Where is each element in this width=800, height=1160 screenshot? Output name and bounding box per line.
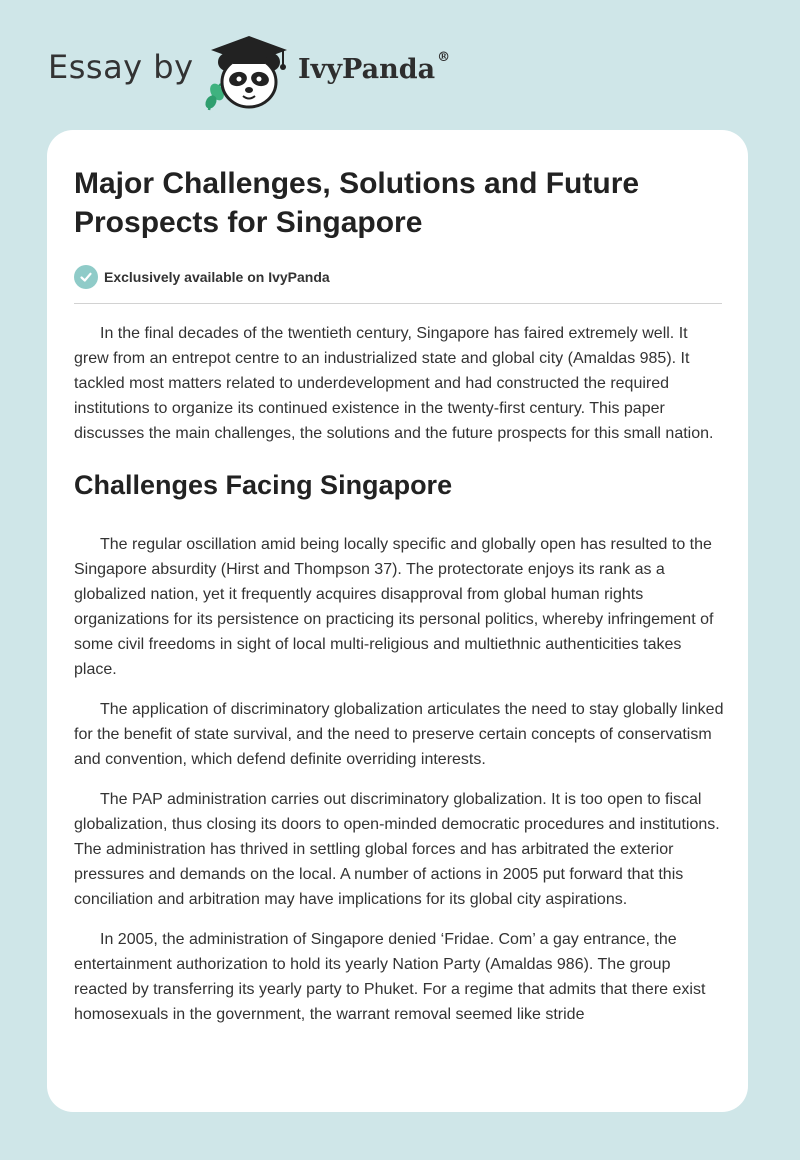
trademark-symbol: ® bbox=[437, 50, 451, 65]
paragraph: The application of discriminatory globalization articulates the need to stay globally linked for the benefit of state survival, and the need to preserve certain concepts of conservatism and convention, which defend definite overriding interests. bbox=[74, 701, 724, 768]
site-header bbox=[48, 30, 748, 110]
check-icon bbox=[74, 265, 98, 289]
brand-name: IvyPanda bbox=[298, 54, 436, 85]
paragraph: In the final decades of the twentieth century, Singapore has faired extremely well. It grew from an entrepot centre to an industrialized state and global city (Amaldas 985). It tackled most matters related to underdevelopment and had constructed the required institutions to organize its continued existence in the twenty-first century. This paper discusses the main challenges, the solutions and the future prospects for this small nation. bbox=[74, 325, 714, 442]
exclusive-label: Exclusively available on IvyPanda bbox=[104, 269, 330, 285]
paragraph: The regular oscillation amid being locally specific and globally open has resulted to the Singapore absurdity (Hirst and Thompson 37). The protectorate enjoys its rank as a globalized nation, yet it frequently acquires disapproval from global human rights organizations for its persistence on practicing its personal politics, whereby infringement of some civil freedoms in sight of local multi-religious and multiethnic authenticities takes place. bbox=[74, 536, 714, 678]
divider bbox=[74, 303, 722, 304]
panda-graduate-icon[interactable] bbox=[203, 32, 295, 112]
page-title: Major Challenges, Solutions and Future Prospects for Singapore bbox=[74, 167, 640, 239]
section-heading: Challenges Facing Singapore bbox=[74, 470, 453, 500]
exclusive-badge bbox=[74, 264, 330, 290]
essay-by-label: Essay by bbox=[48, 48, 194, 86]
essay-card bbox=[47, 130, 748, 1112]
essay-body bbox=[74, 321, 724, 1042]
paragraph: The PAP administration carries out discriminatory globalization. It is too open to fiscal globalization, thus closing its doors to open-minded democratic procedures and institutions. The administration has thrived in settling global forces and has arbitrated the exterior pressures and demands on the local. A number of actions in 2005 put forward that this conciliation and arbitration may have implications for its global city aspirations. bbox=[74, 791, 720, 908]
brand-logo-text[interactable] bbox=[298, 50, 451, 85]
paragraph: In 2005, the administration of Singapore denied ‘Fridae. Com’ a gay entrance, the entertainment authorization to hold its yearly Nation Party (Amaldas 986). The group reacted by transferring its yearly party to Phuket. For a regime that admits that there exist homosexuals in the government, the warrant removal seemed like stride bbox=[74, 931, 706, 1023]
